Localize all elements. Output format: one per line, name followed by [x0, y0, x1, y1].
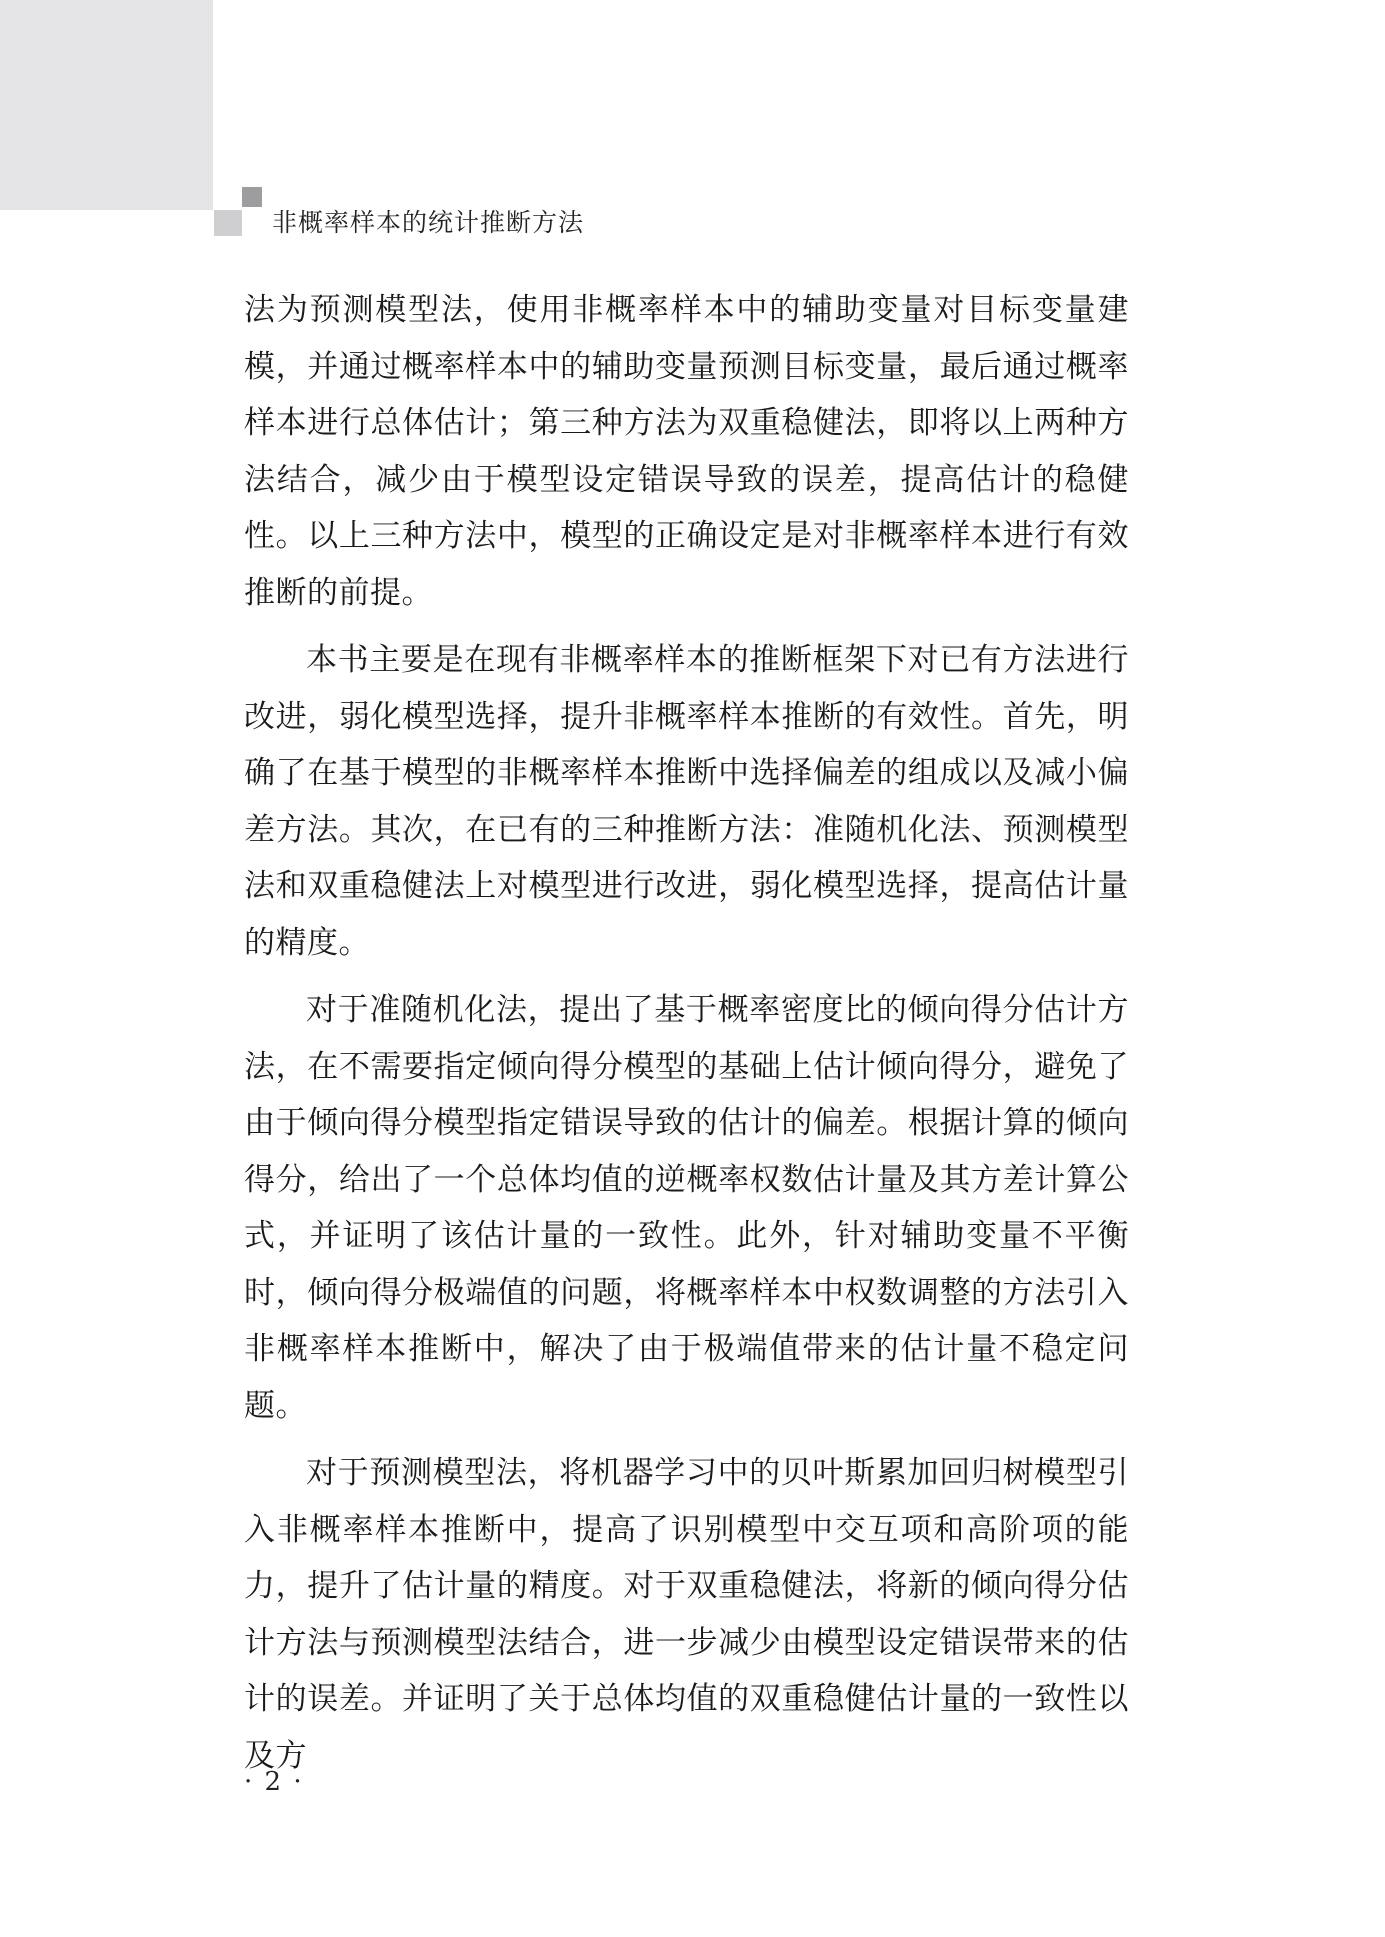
page-number: · 2 ·	[244, 1767, 304, 1797]
header-square-light	[214, 210, 242, 236]
paragraph: 法为预测模型法，使用非概率样本中的辅助变量对目标变量建模，并通过概率样本中的辅助变量预测目标变量，最后通过概率样本进行总体估计；第三种方法为双重稳健法，即将以上两种方法结合，减少由于模型设定错误导致的误差，提高估计的稳健性。以上三种方法中，模型的正确设定是对非概率样本进行有效推断的前提。	[244, 292, 1129, 611]
paragraph: 本书主要是在现有非概率样本的推断框架下对已有方法进行改进，弱化模型选择，提升非概率样本推断的有效性。首先，明确了在基于模型的非概率样本推断中选择偏差的组成以及减小偏差方法。其次，在已有的三种推断方法：准随机化法、预测模型法和双重稳健法上对模型进行改进，弱化模型选择，提高估计量的精度。	[244, 642, 1129, 961]
running-head-title: 非概率样本的统计推断方法	[272, 208, 585, 237]
body-text	[244, 282, 1129, 1784]
paragraph: 对于预测模型法，将机器学习中的贝叶斯累加回归树模型引入非概率样本推断中，提高了识别模型中交互项和高阶项的能力，提升了估计量的精度。对于双重稳健法，将新的倾向得分估计方法与预测模型法结合，进一步减少由模型设定错误带来的估计的误差。并证明了关于总体均值的双重稳健估计量的一致性以及方	[244, 1455, 1129, 1774]
paragraph: 对于准随机化法，提出了基于概率密度比的倾向得分估计方法，在不需要指定倾向得分模型的基础上估计倾向得分，避免了由于倾向得分模型指定错误导致的估计的偏差。根据计算的倾向得分，给出了一个总体均值的逆概率权数估计量及其方差计算公式，并证明了该估计量的一致性。此外，针对辅助变量不平衡时，倾向得分极端值的问题，将概率样本中权数调整的方法引入非概率样本推断中，解决了由于极端值带来的估计量不稳定问题。	[244, 992, 1129, 1424]
corner-decoration	[0, 0, 213, 210]
header-square-dark	[242, 187, 262, 207]
